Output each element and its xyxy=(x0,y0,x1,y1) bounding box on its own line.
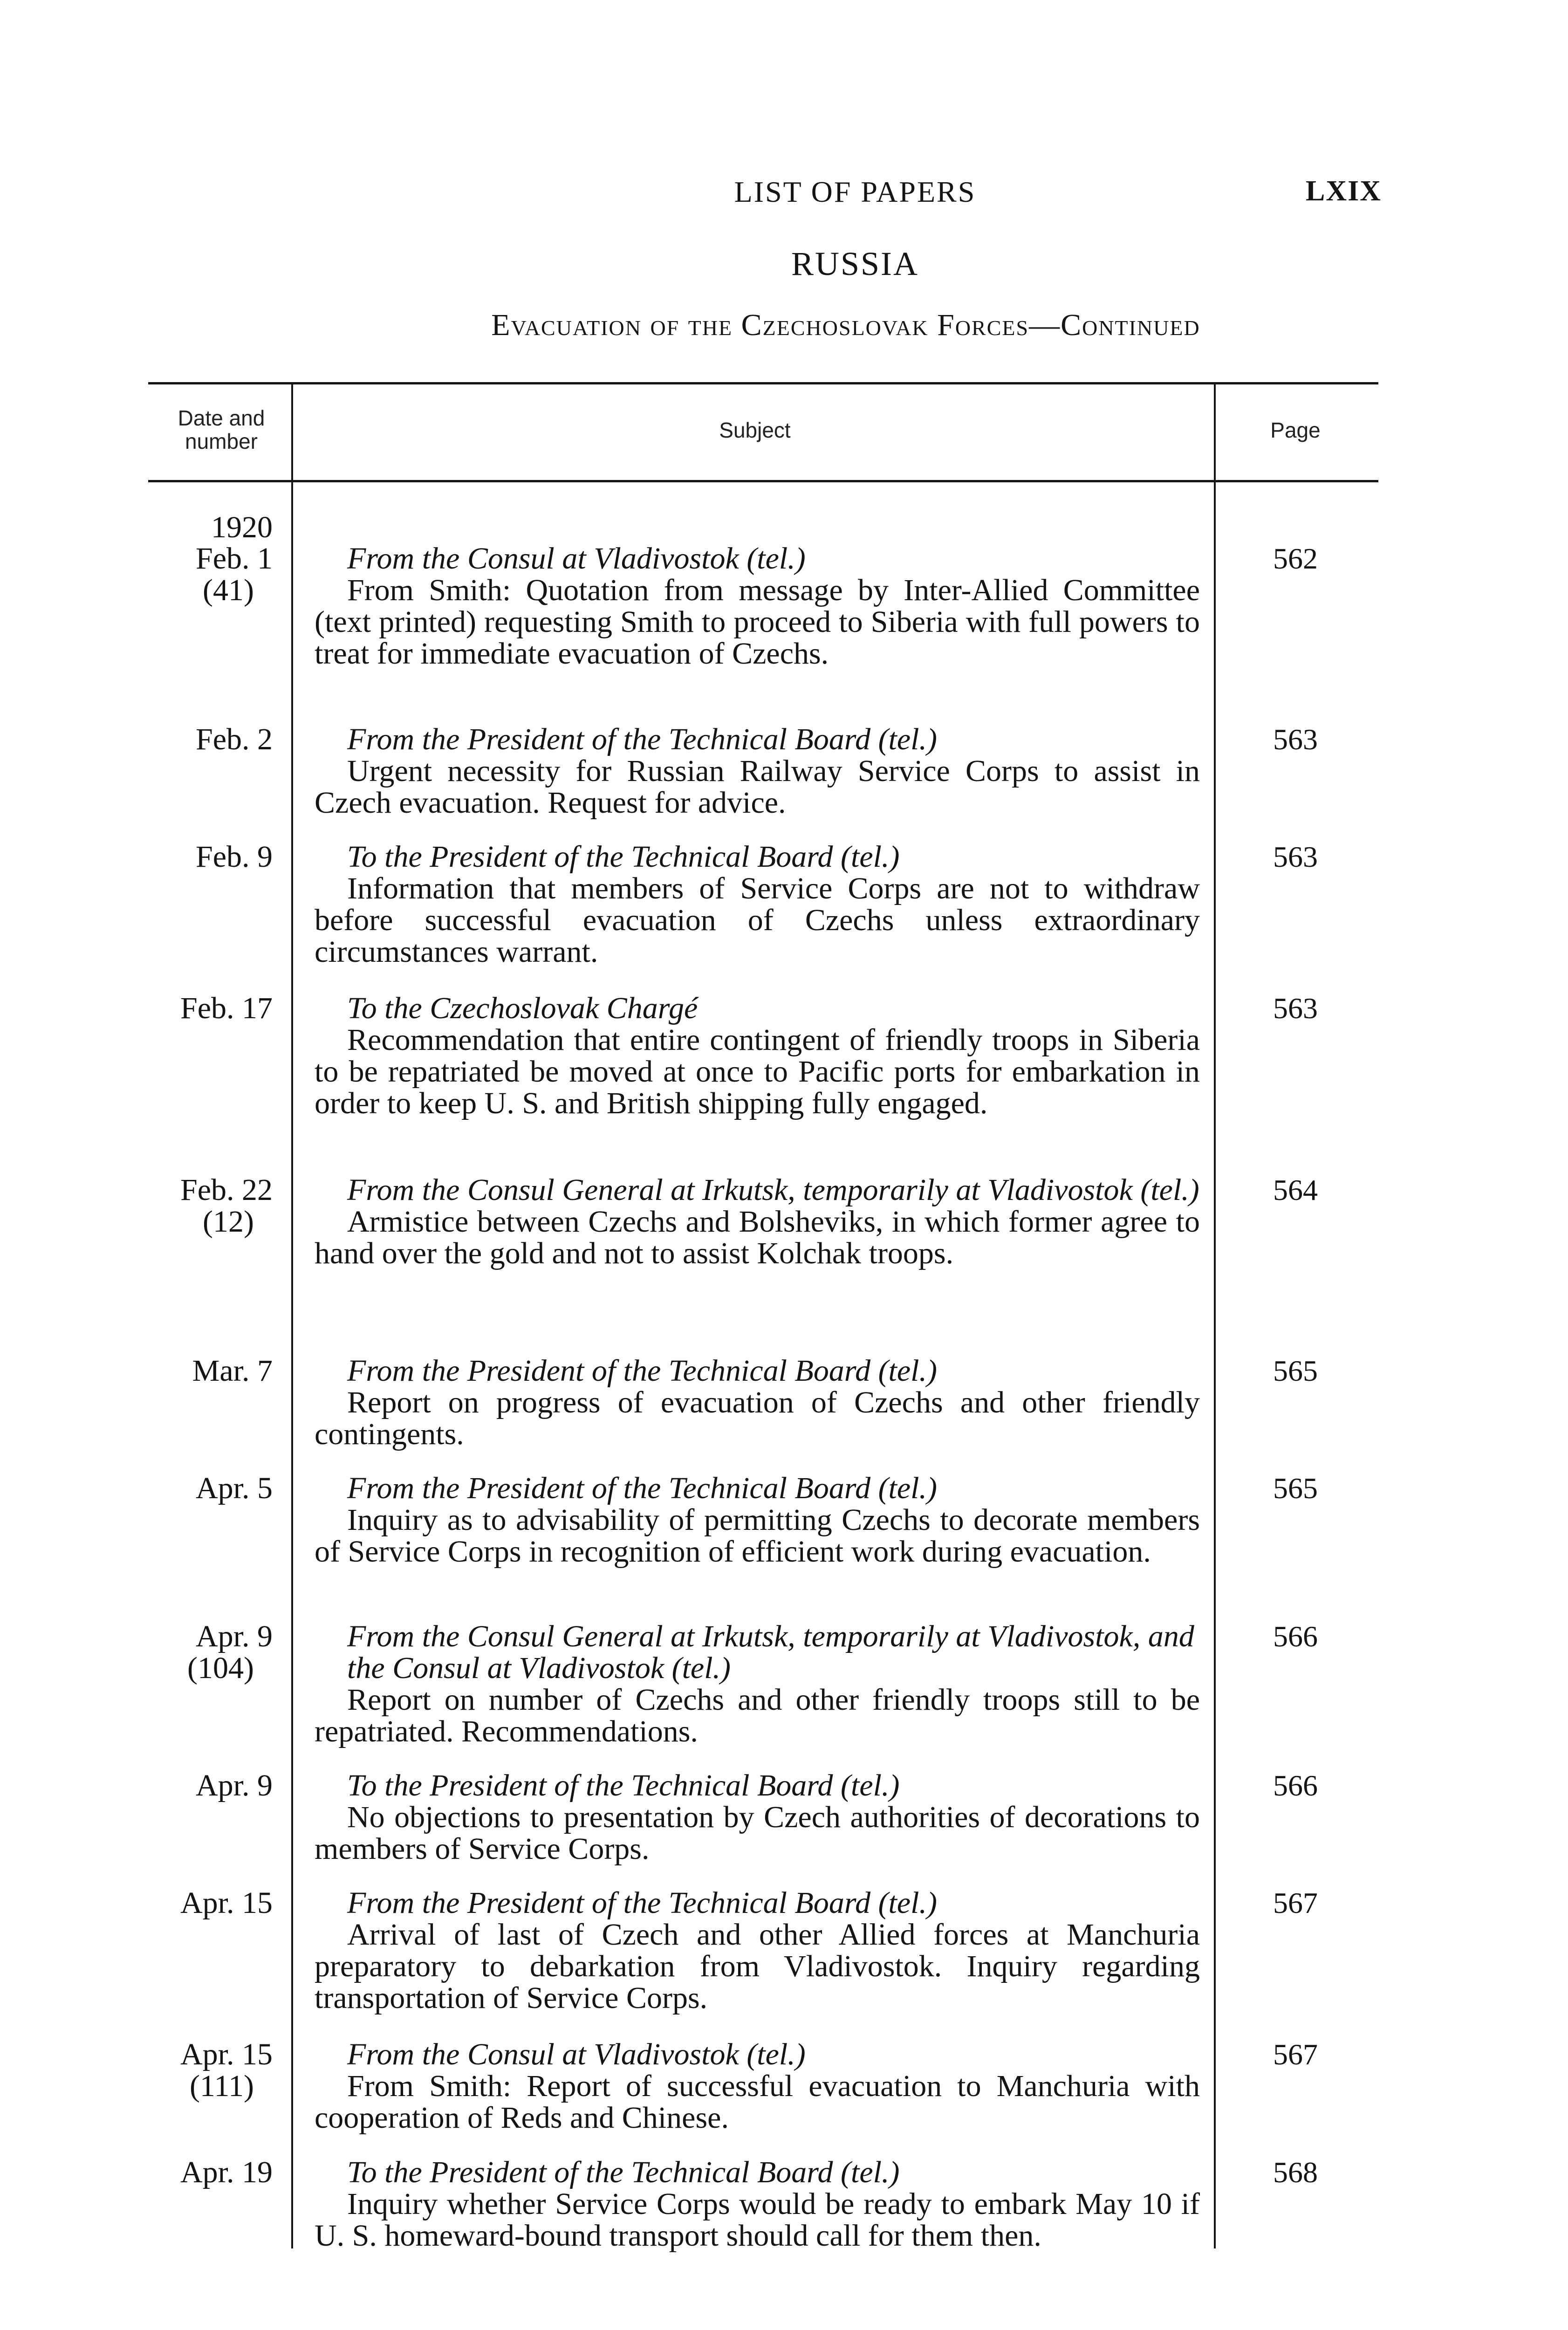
entry-description: Inquiry as to advisability of permitting Czechs to decorate members of Service Corps in recognition of efficient work during evacuation. xyxy=(315,1503,1200,1569)
entry-date-text: Feb. 22 xyxy=(180,1173,273,1207)
entry-date xyxy=(140,1174,273,1238)
entry-date xyxy=(140,993,273,1024)
entry-page: 565 xyxy=(1273,1354,1318,1387)
column-divider xyxy=(291,482,293,2248)
entry-date xyxy=(140,724,273,755)
column-header-date-line2: number xyxy=(185,429,258,453)
entry-subject xyxy=(315,1770,1200,1865)
entry-source: To the President of the Technical Board (tel.) xyxy=(347,840,900,874)
entry-date xyxy=(140,2157,273,2188)
entry-date xyxy=(140,543,273,606)
entry-subject xyxy=(315,543,1200,670)
page-folio: LXIX xyxy=(1305,175,1382,207)
column-header-date xyxy=(154,406,289,453)
entry-date-text: Apr. 15 xyxy=(180,1886,273,1920)
entry-subject xyxy=(315,1887,1200,2014)
entry-description: From Smith: Report of successful evacuation to Manchuria with cooperation of Reds and Chinese. xyxy=(315,2069,1200,2135)
entry-page: 566 xyxy=(1273,1620,1318,1653)
entry-source: To the President of the Technical Board (tel.) xyxy=(347,1768,900,1802)
entry-subject xyxy=(315,1473,1200,1568)
entry-date xyxy=(140,2039,273,2102)
entry-date-text: Apr. 9 xyxy=(196,1768,273,1802)
entry-description: Information that members of Service Corps are not to withdraw before successful evacuation of Czechs unless extraordinary circumstances warrant. xyxy=(315,871,1200,969)
entry-description: Arrival of last of Czech and other Allied forces at Manchuria preparatory to debarkation from Vladivostok. Inquiry regarding transportation of Service Corps. xyxy=(315,1918,1200,2015)
entry-subject xyxy=(315,724,1200,819)
entry-date xyxy=(140,1355,273,1387)
entry-source: From the Consul at Vladivostok (tel.) xyxy=(347,541,806,576)
entry-source: From the President of the Technical Board (tel.) xyxy=(347,722,937,756)
entry-source: To the President of the Technical Board (tel.) xyxy=(347,2155,900,2189)
entry-subject xyxy=(315,841,1200,968)
entry-date-text: Apr. 5 xyxy=(196,1471,273,1505)
entry-date xyxy=(140,1473,273,1504)
table-top-rule xyxy=(148,382,1378,384)
entry-source: From the Consul General at Irkutsk, temporarily at Vladivostok (tel.) xyxy=(347,1173,1199,1207)
entry-page: 567 xyxy=(1273,2038,1318,2071)
entry-description: Armistice between Czechs and Bolsheviks, in which former agree to hand over the gold and not to assist Kolchak troops. xyxy=(315,1205,1200,1270)
column-divider xyxy=(291,383,293,481)
entry-date xyxy=(140,1770,273,1802)
entry-page: 563 xyxy=(1273,840,1318,873)
entry-number: (104) xyxy=(187,1651,254,1685)
entry-date-text: Apr. 9 xyxy=(196,1619,273,1653)
entry-source: To the Czechoslovak Chargé xyxy=(347,991,698,1025)
column-divider xyxy=(1214,383,1216,481)
entry-date-text: Mar. 7 xyxy=(192,1354,273,1388)
entry-subject xyxy=(315,993,1200,1119)
entry-page: 563 xyxy=(1273,723,1318,756)
entry-date-text: Feb. 17 xyxy=(180,991,273,1025)
entry-date-text: Apr. 15 xyxy=(180,2037,273,2071)
entry-date-text: Feb. 9 xyxy=(196,840,273,874)
entry-source: From the Consul at Vladivostok (tel.) xyxy=(347,2037,806,2071)
entry-page: 564 xyxy=(1273,1173,1318,1206)
entry-date xyxy=(140,841,273,873)
entry-date-text: Feb. 2 xyxy=(196,722,273,756)
entry-page: 568 xyxy=(1273,2156,1318,2189)
entry-description: Urgent necessity for Russian Railway Service Corps to assist in Czech evacuation. Request for advice. xyxy=(315,754,1200,820)
entry-date-text: Apr. 19 xyxy=(180,2155,273,2189)
entry-date xyxy=(140,1621,273,1684)
entry-subject xyxy=(315,2039,1200,2134)
entry-source: From the President of the Technical Board (tel.) xyxy=(347,1471,937,1505)
country-heading: RUSSIA xyxy=(791,245,919,282)
entry-source: From the President of the Technical Board (tel.) xyxy=(347,1886,937,1920)
entry-subject xyxy=(315,1174,1200,1269)
entry-description: Report on progress of evacuation of Czechs and other friendly contingents. xyxy=(315,1385,1200,1451)
column-divider xyxy=(1214,482,1216,2248)
column-header-page: Page xyxy=(1270,418,1321,442)
year-label: 1920 xyxy=(211,510,273,544)
entry-page: 565 xyxy=(1273,1472,1318,1505)
entry-source: From the President of the Technical Board (tel.) xyxy=(347,1354,937,1388)
entry-number: (12) xyxy=(203,1205,254,1239)
running-title: LIST OF PAPERS xyxy=(734,175,976,208)
entry-subject xyxy=(315,1355,1200,1450)
entry-number: (111) xyxy=(189,2069,254,2103)
entry-page: 566 xyxy=(1273,1769,1318,1802)
column-header-subject: Subject xyxy=(719,418,791,442)
column-header-date-line1: Date and xyxy=(178,406,265,430)
entry-number: (41) xyxy=(203,573,254,607)
entry-description: Report on number of Czechs and other friendly troops still to be repatriated. Recommendations. xyxy=(315,1683,1200,1748)
entry-page: 562 xyxy=(1273,542,1318,575)
entry-date-text: Feb. 1 xyxy=(196,541,273,576)
entry-subject xyxy=(315,1621,1200,1748)
entry-source: From the Consul General at Irkutsk, temporarily at Vladivostok, and the Consul at Vladivostok (tel.) xyxy=(347,1619,1194,1685)
entry-page: 563 xyxy=(1273,992,1318,1025)
entry-description: Recommendation that entire contingent of friendly troops in Siberia to be repatriated be moved at once to Pacific ports for embarkation in order to keep U. S. and British shipping fully engaged. xyxy=(315,1023,1200,1120)
entry-subject xyxy=(315,2157,1200,2252)
entry-description: From Smith: Quotation from message by Inter-Allied Committee (text printed) requesting Smith to proceed to Siberia with full powers to treat for immediate evacuation of Czechs. xyxy=(315,573,1200,671)
section-heading: Evacuation of the Czechoslovak Forces—Continued xyxy=(491,308,1200,342)
entry-page: 567 xyxy=(1273,1886,1318,1919)
entry-description: No objections to presentation by Czech authorities of decorations to members of Service Corps. xyxy=(315,1800,1200,1866)
entry-description: Inquiry whether Service Corps would be ready to embark May 10 if U. S. homeward-bound transport should call for them then. xyxy=(315,2187,1200,2253)
table-header-rule xyxy=(148,480,1378,482)
entry-date xyxy=(140,1887,273,1919)
